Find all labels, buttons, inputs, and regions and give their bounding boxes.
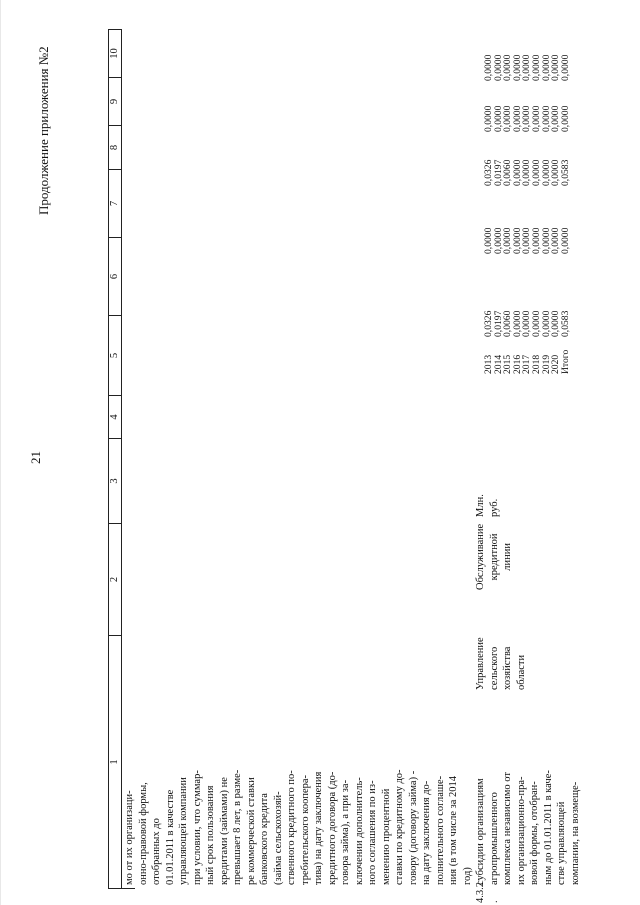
column-10-values: 0,0000 0,0000 0,0000 0,0000 0,0000 0,0000 0,0000 0,0000 0,0000 <box>483 54 571 81</box>
row-executor: Управление сельского хозяйства области <box>475 637 527 690</box>
column-number-7: 7 <box>109 169 121 237</box>
row-description: субсидии организациям агропромышленного комплекса независимо от их организационно-пра- вовой формы, отобран- ным до 01.01.2011 в каче- стве управляющей компании, на возмеще- <box>475 770 581 885</box>
row-years: 2013 2014 2015 2016 2017 2018 2019 2020 Итого <box>483 349 571 374</box>
column-number-header <box>108 29 122 889</box>
page-number: 21 <box>28 451 43 464</box>
column-6-values: 0,0326 0,0197 0,0060 0,0000 0,0000 0,0000 0,0000 0,0000 0,0583 <box>483 310 571 337</box>
continuation-title: Продолжение приложения №2 <box>36 46 51 215</box>
row-unit: Млн. руб. <box>475 494 500 517</box>
row-indicator: Обслуживание кредитной линии <box>475 523 513 590</box>
column-number-9: 9 <box>109 77 121 125</box>
column-9-values: 0,0000 0,0000 0,0000 0,0000 0,0000 0,0000 0,0000 0,0000 0,0000 <box>483 105 571 132</box>
column-number-1: 1 <box>109 635 121 888</box>
column-number-6: 6 <box>109 237 121 315</box>
table-border-line <box>121 888 135 889</box>
row-number-dot: . <box>489 900 500 903</box>
column-number-4: 4 <box>109 395 121 438</box>
column-number-3: 3 <box>109 438 121 523</box>
column-number-2: 2 <box>109 523 121 635</box>
row-number: 4.3.2 <box>475 882 486 903</box>
column-number-5: 5 <box>109 315 121 395</box>
column-number-10: 10 <box>109 48 120 59</box>
column-7-values: 0,0000 0,0000 0,0000 0,0000 0,0000 0,0000 0,0000 0,0000 0,0000 <box>483 227 571 254</box>
column-number-8: 8 <box>109 125 121 169</box>
prev-row-description: мо от их организаци- онно-правовой формы, отобранных до 01.01.2011 в качестве управляющей компании при условии, что суммар- ный срок пользования кредитами (займами) не превышает 8 лет, в разме- ре коммерческой ставки банковского кредита (займа сельскохозяй- ственного кредитного по- требительского коопера- тива) на дату заключения кредитного договора (до- говора займа), а при за- ключении дополнитель- ного соглашения по из- менению процентной ставки по кредитному до- говору (договору займа) - на дату заключения до- полнительного соглаше- ния (в том числе за 2014 год) <box>124 769 473 885</box>
column-8-values: 0,0326 0,0197 0,0060 0,0000 0,0000 0,0000 0,0000 0,0000 0,0583 <box>483 159 571 186</box>
